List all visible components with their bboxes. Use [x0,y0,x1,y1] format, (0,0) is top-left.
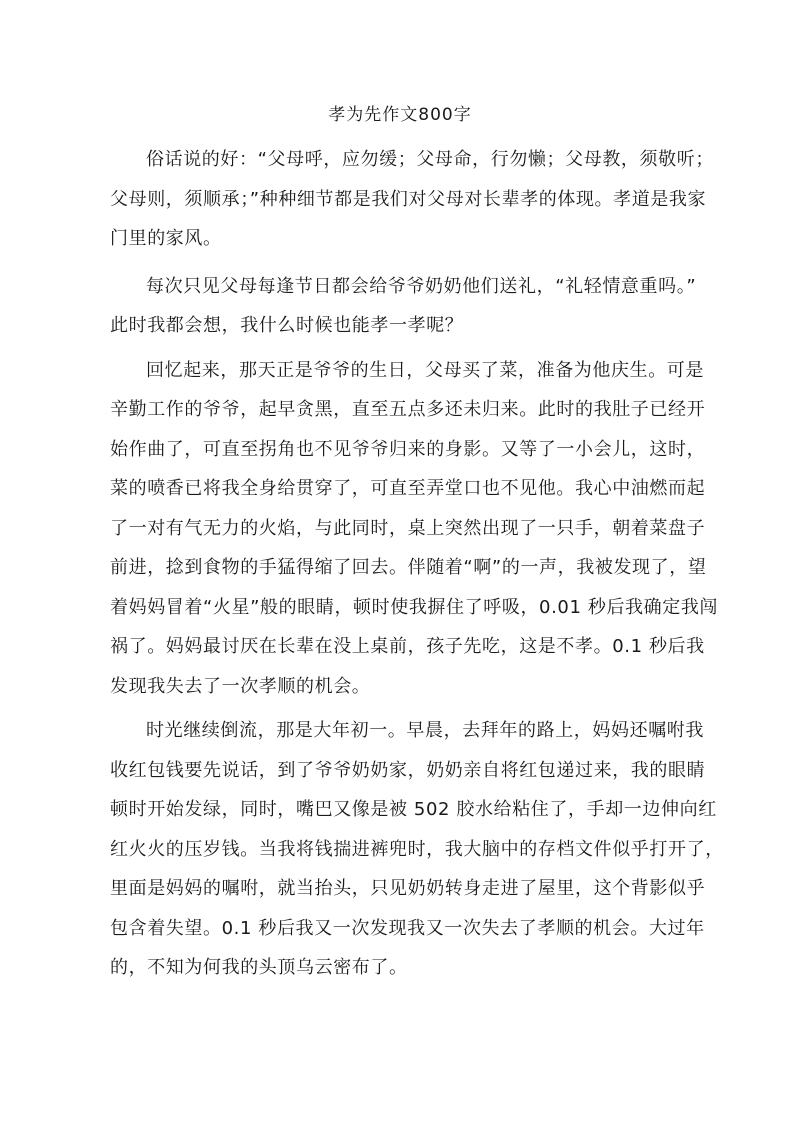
paragraph-line: 里面是妈妈的嘱咐，就当抬头，只见奶奶转身走进了屋里，这个背影似乎 [110,878,706,899]
paragraph-line: 门里的家风。 [110,228,222,249]
paragraph-line: 红火火的压岁钱。当我将钱揣进裤兜时，我大脑中的存档文件似乎打开了， [110,838,724,860]
paragraph-line: 父母则，须顺承；”种种细节都是我们对父母对长辈孝的体现。孝道是我家 [110,188,707,210]
paragraph-line: 前进，捻到食物的手猛得缩了回去。伴随着“啊”的一声，我被发现了，望 [110,557,707,578]
paragraph-line: 此时我都会想，我什么时候也能孝一孝呢？ [110,315,464,336]
paragraph-line: 祸了。妈妈最讨厌在长辈在没上桌前，孩子先吃，这是不孝。0.1 秒后我 [110,636,705,657]
paragraph-line: 菜的喷香已将我全身给贯穿了，可直至弄堂口也不见他。我心中油燃而起 [110,478,706,499]
paragraph-line: 顿时开始发绿，同时，嘴巴又像是被 502 胶水给粘住了，手却一边伸向红 [110,799,717,820]
paragraph-line: 包含着失望。0.1 秒后我又一次发现我又一次失去了孝顺的机会。大过年 [110,917,705,939]
paragraph-line: 着妈妈冒着“火星”般的眼睛，顿时使我摒住了呼吸，0.01 秒后我确定我闯 [110,596,719,618]
paragraph-3 [110,351,719,707]
paragraph-line: 辛勤工作的爷爷，起早贪黑，直至五点多还未归来。此时的我肚子已经开 [110,399,706,420]
paragraph-line: 回忆起来，那天正是爷爷的生日，父母买了菜，准备为他庆生。可是 [146,359,704,381]
paragraph-line: 了一对有气无力的火焰，与此同时，桌上突然出现了一只手，朝着菜盘子 [110,517,706,539]
paragraph-2 [110,267,697,346]
paragraph-4 [110,711,724,988]
paragraph-line: 收红包钱要先说话，到了爷爷奶奶家，奶奶亲自将红包递过来，我的眼睛 [110,759,706,781]
paragraph-line: 每次只见父母每逢节日都会给爷爷奶奶他们送礼，“礼轻情意重吗。” [146,275,697,297]
paragraph-line: 时光继续倒流，那是大年初一。早晨，去拜年的路上，妈妈还嘱咐我 [146,720,704,741]
paragraph-line: 俗话说的好：“父母呼，应勿缓；父母命，行勿懒；父母教，须敬听； [146,149,714,170]
paragraph-1 [110,140,714,259]
paragraph-line: 的，不知为何我的头顶乌云密布了。 [110,957,408,978]
paragraph-line: 发现我失去了一次孝顺的机会。 [110,675,371,697]
document-body [110,140,724,988]
document-title: 孝为先作文800字 [328,105,472,125]
paragraph-line: 始作曲了，可直至拐角也不见爷爷归来的身影。又等了一小会儿，这时， [110,438,706,460]
